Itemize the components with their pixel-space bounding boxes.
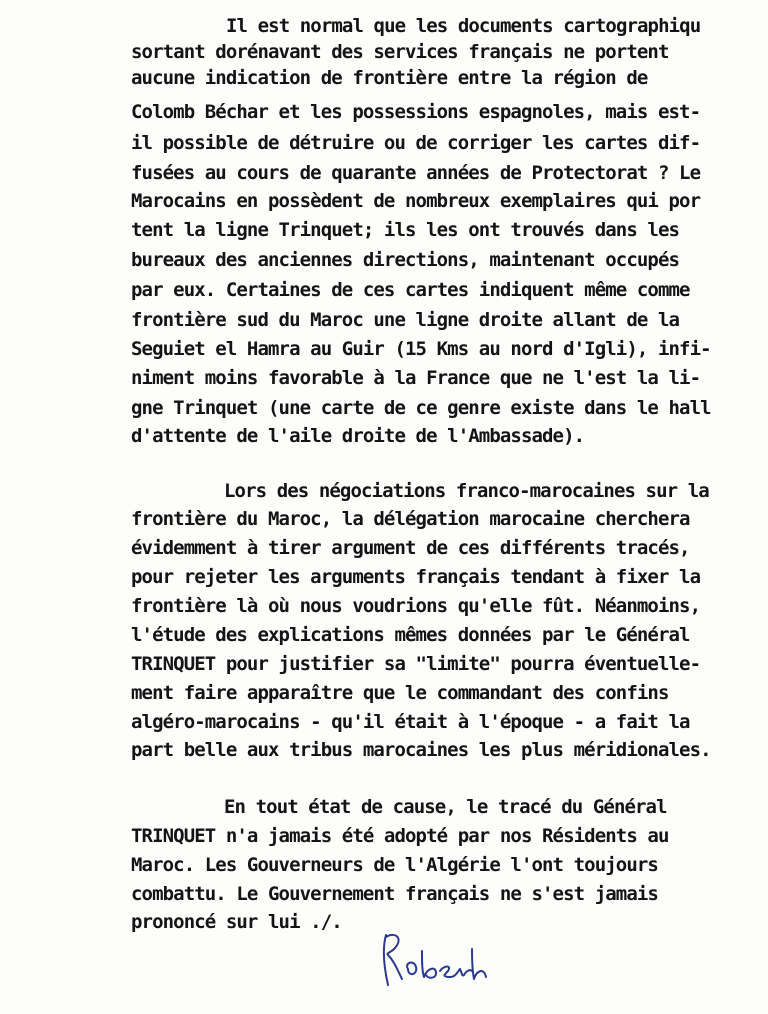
text-line: tent la ligne Trinquet; ils les ont trouvés dans les [131, 219, 680, 241]
text-line: frontière du Maroc, la délégation marocaine cherchera [131, 508, 690, 530]
text-line: évidemment à tirer argument de ces différents tracés, [131, 537, 690, 559]
text-line: d'attente de l'aile droite de l'Ambassade). [131, 425, 585, 447]
text-line: combattu. Le Gouvernement français ne s'est jamais [131, 883, 658, 905]
text-line: fusées au cours de quarante années de Protectorat ? Le [131, 162, 701, 184]
text-line: Lors des négociations franco-marocaines sur la [224, 480, 709, 502]
text-line: algéro-marocains - qu'il était à l'époque - a fait la [131, 711, 690, 733]
text-line: Colomb Béchar et les possessions espagnoles, mais est- [131, 101, 701, 123]
text-line: TRINQUET pour justifier sa "limite" pourra éventuelle- [131, 653, 701, 675]
text-line: bureaux des anciennes directions, maintenant occupés [131, 249, 680, 271]
text-line: il possible de détruire ou de corriger les cartes dif- [131, 132, 701, 154]
text-line: En tout état de cause, le tracé du Général [224, 796, 667, 818]
text-line: frontière sud du Maroc une ligne droite allant de la [131, 309, 680, 331]
text-line: TRINQUET n'a jamais été adopté par nos Résidents au [131, 825, 669, 847]
text-line: Seguiet el Hamra au Guir (15 Kms au nord d'Igli), infi- [131, 338, 711, 360]
text-line: gne Trinquet (une carte de ce genre existe dans le hall [131, 397, 711, 419]
text-line: Il est normal que les documents cartographiqu [226, 15, 701, 37]
text-line: ment faire apparaître que le commandant des confins [131, 682, 669, 704]
handwritten-signature [372, 925, 492, 995]
text-line: prononcé sur lui ./. [131, 911, 342, 933]
text-line: part belle aux tribus marocaines les plus méridionales. [131, 739, 711, 761]
text-line: Marocains en possèdent de nombreux exemplaires qui por [131, 190, 701, 212]
text-line: par eux. Certaines de ces cartes indiquent même comme [131, 279, 690, 301]
text-line: sortant dorénavant des services français ne portent [131, 41, 669, 63]
text-line: frontière là où nous voudrions qu'elle fût. Néanmoins, [131, 595, 701, 617]
text-line: Maroc. Les Gouverneurs de l'Algérie l'ont toujours [131, 854, 658, 876]
text-line: niment moins favorable à la France que ne l'est la li- [131, 367, 701, 389]
text-line: pour rejeter les arguments français tendant à fixer la [131, 566, 701, 588]
text-line: aucune indication de frontière entre la région de [131, 67, 648, 89]
text-line: l'étude des explications mêmes données par le Général [131, 624, 690, 646]
